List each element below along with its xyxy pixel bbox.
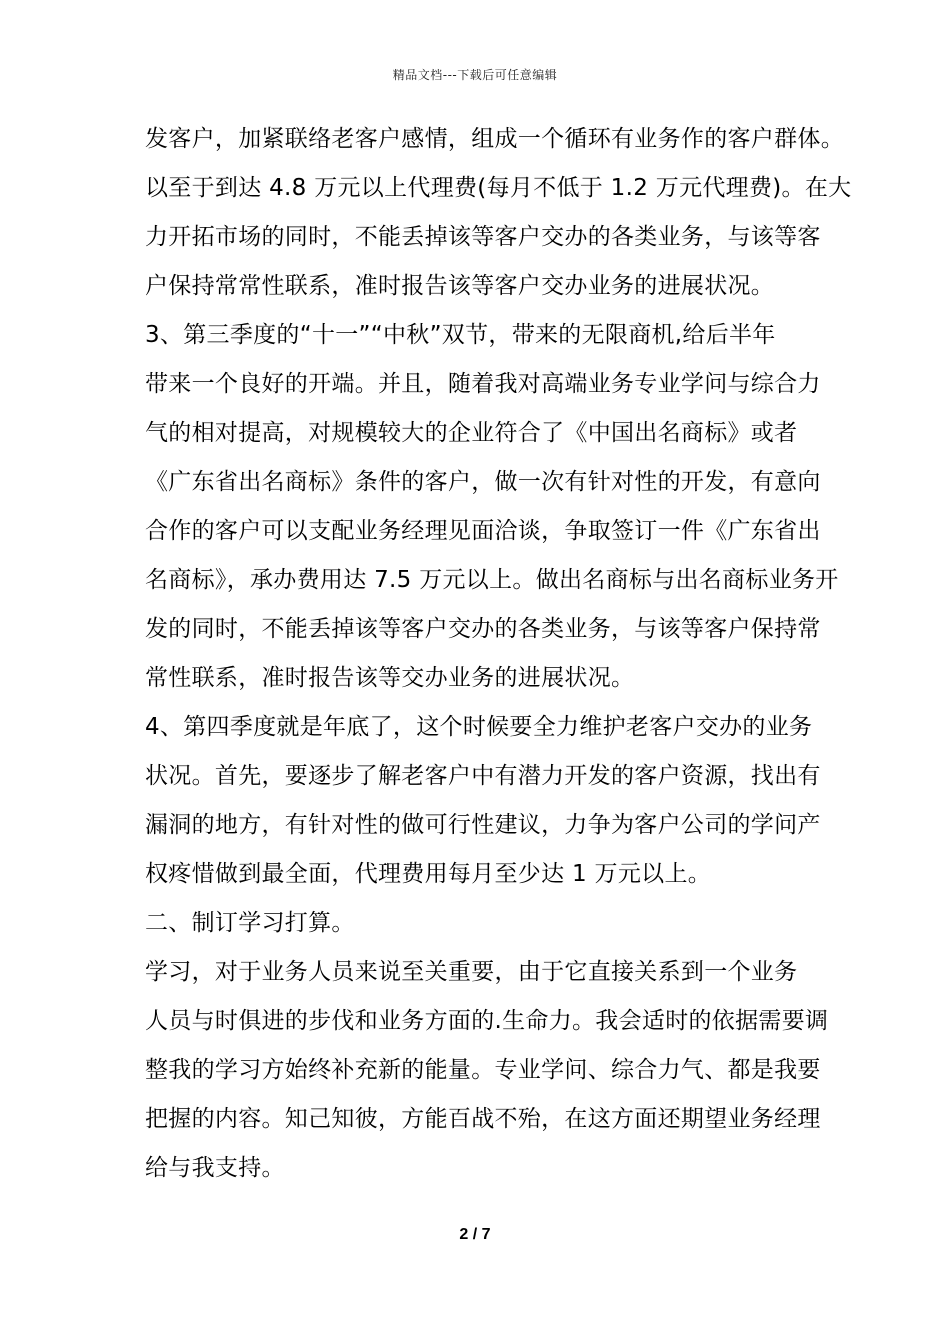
text-line: 4、第四季度就是年底了，这个时候要全力维护老客户交办的业务 [145,714,813,740]
text-line: 名商标》，承办费用达 7.5 万元以上。做出名商标与出名商标业务开 [145,567,839,593]
text-line: 二、制订学习打算。 [145,910,355,936]
text-line: 漏洞的地方，有针对性的做可行性建议，力争为客户公司的学问产 [145,812,821,838]
text-line: 把握的内容。知己知彼，方能百战不殆，在这方面还期望业务经理 [145,1106,821,1132]
text-line: 人员与时俱进的步伐和业务方面的.生命力。我会适时的依据需要调 [145,1008,829,1034]
text-line: 给与我支持。 [145,1155,285,1181]
text-line: 发的同时，不能丢掉该等客户交办的各类业务，与该等客户保持常 [145,616,821,642]
text-line: 带来一个良好的开端。并且，随着我对高端业务专业学问与综合力 [145,371,821,397]
text-line: 状况。首先，要逐步了解老客户中有潜力开发的客户资源，找出有 [145,763,821,789]
text-line: 以至于到达 4.8 万元以上代理费(每月不低于 1.2 万元代理费)。在大 [145,175,852,201]
text-line: 学习，对于业务人员来说至关重要，由于它直接关系到一个业务 [145,959,798,985]
text-line: 合作的客户可以支配业务经理见面洽谈，争取签订一件《广东省出 [145,518,821,544]
text-line: 户保持常常性联系，准时报告该等客户交办业务的进展状况。 [145,273,775,299]
text-line: 权疼惜做到最全面，代理费用每月至少达 1 万元以上。 [145,861,712,887]
text-line: 3、第三季度的“十一”“中秋”双节，带来的无限商机,给后半年 [145,322,776,348]
text-line: 发客户，加紧联络老客户感情，组成一个循环有业务作的客户群体。 [145,126,844,152]
text-line: 气的相对提高，对规模较大的企业符合了《中国出名商标》或者 [145,420,798,446]
page-number: 2 / 7 [459,1226,491,1243]
text-line: 《广东省出名商标》条件的客户，做一次有针对性的开发，有意向 [145,469,821,495]
text-line: 力开拓市场的同时，不能丢掉该等客户交办的各类业务，与该等客 [145,224,821,250]
text-line: 整我的学习方始终补充新的能量。专业学问、综合力气、都是我要 [145,1057,821,1083]
page-header: 精品文档---下载后可任意编辑 [392,68,558,82]
text-line: 常性联系，准时报告该等交办业务的进展状况。 [145,665,635,691]
